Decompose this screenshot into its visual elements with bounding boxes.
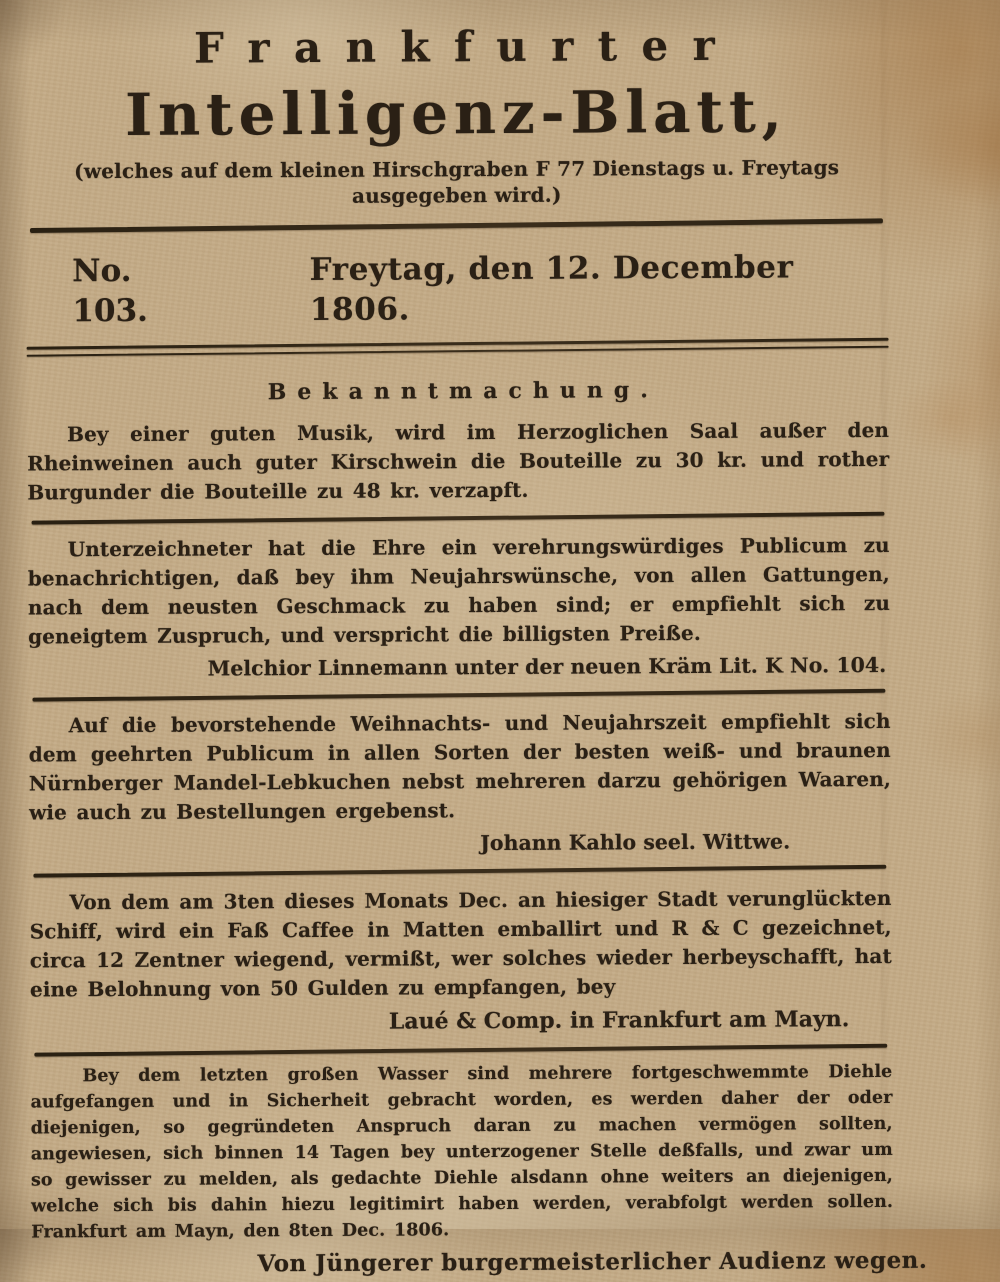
- masthead-rule: [30, 218, 883, 233]
- announcement-paragraph: Unterzeichneter hat die Ehre ein verehrungswürdiges Publicum zu benachrichtigen, daß bey ihm Neujahrswünsche, von allen Gattungen, nach dem neusten Geschmack zu haben sind; er empfiehlt sich zu geneigtem Zuspruch, und verspricht die billigsten Preiße.: [27, 532, 891, 648]
- separator-rule: [34, 865, 887, 877]
- signature-laue-comp: Laué & Comp. in Frankfurt am Mayn.: [388, 1005, 850, 1035]
- separator-rule: [33, 688, 886, 700]
- dateline-double-rule: [27, 338, 889, 357]
- announcement-paragraph: Bey einer guten Musik, wird im Herzoglichen Saal außer den Rheinweinen auch guter Kirschwein die Bouteille zu 30 kr. und rother Burgunder die Bouteille zu 48 kr. verzapft.: [27, 417, 890, 505]
- masthead-subtitle: (welches auf dem kleinen Hirschgraben F 77 Dienstags u. Freytags ausgegeben wird.): [74, 155, 840, 208]
- announcement-paragraph: Von dem am 3ten dieses Monats Dec. an hiesiger Stadt verunglückten Schiff, wird ein Faß Caffee in Matten emballirt und R & C gezeichnet, circa 12 Zentner wiegend, vermißt, wer solches wieder herbeyschafft, hat eine Belohnung von 50 Gulden zu empfangen, bey: [29, 885, 892, 1001]
- announcement-paragraph: Auf die bevorstehende Weihnachts- und Neujahrszeit empfiehlt sich dem geehrten Publicum in allen Sorten der besten weiß- und braunen Nürnberger Mandel-Lebkuchen nebst mehreren darzu gehörigen Waaren, wie auch zu Bestellungen ergebenst.: [28, 708, 891, 825]
- separator-rule: [35, 1043, 888, 1055]
- print-column: [25, 0, 928, 1281]
- announcement-paragraph: Bey dem letzten großen Wasser sind mehrere fortgeschwemmte Diehle aufgefangen und in Sicherheit gebracht worden, es werden daher der oder diejenigen, so gegründeten Anspruch daran zu machen vermögen sollten, angewiesen, sich binnen 14 Tagen bey unterzogener Stelle deßfalls, und zwar um so gewisser zu melden, als gedachte Diehle alsdann ohne weiters an diejenigen, welche sich bis dahin hiezu legitimirt haben werden, verabfolgt werden sollen. Frankfurt am Mayn, den 8ten Dec. 1806.: [30, 1061, 894, 1243]
- dateline: [26, 247, 888, 332]
- masthead-title-line2: Intelligenz-Blatt,: [124, 77, 788, 149]
- signature-linnemann: Melchior Linnemann unter der neuen Kräm Lit. K No. 104.: [207, 652, 887, 681]
- issue-number: No. 103.: [72, 252, 149, 330]
- issue-date: Freytag, den 12. December 1806.: [309, 249, 794, 328]
- signature-audienz: Von Jüngerer burgermeisterlicher Audienz wegen.: [257, 1246, 928, 1278]
- masthead-title-line1: Frankfurter: [193, 20, 740, 73]
- separator-rule: [32, 512, 885, 524]
- section-heading-bekanntmachung: Bekanntmachung.: [267, 377, 659, 406]
- signature-kahlo: Johann Kahlo seel. Wittwe.: [480, 829, 791, 856]
